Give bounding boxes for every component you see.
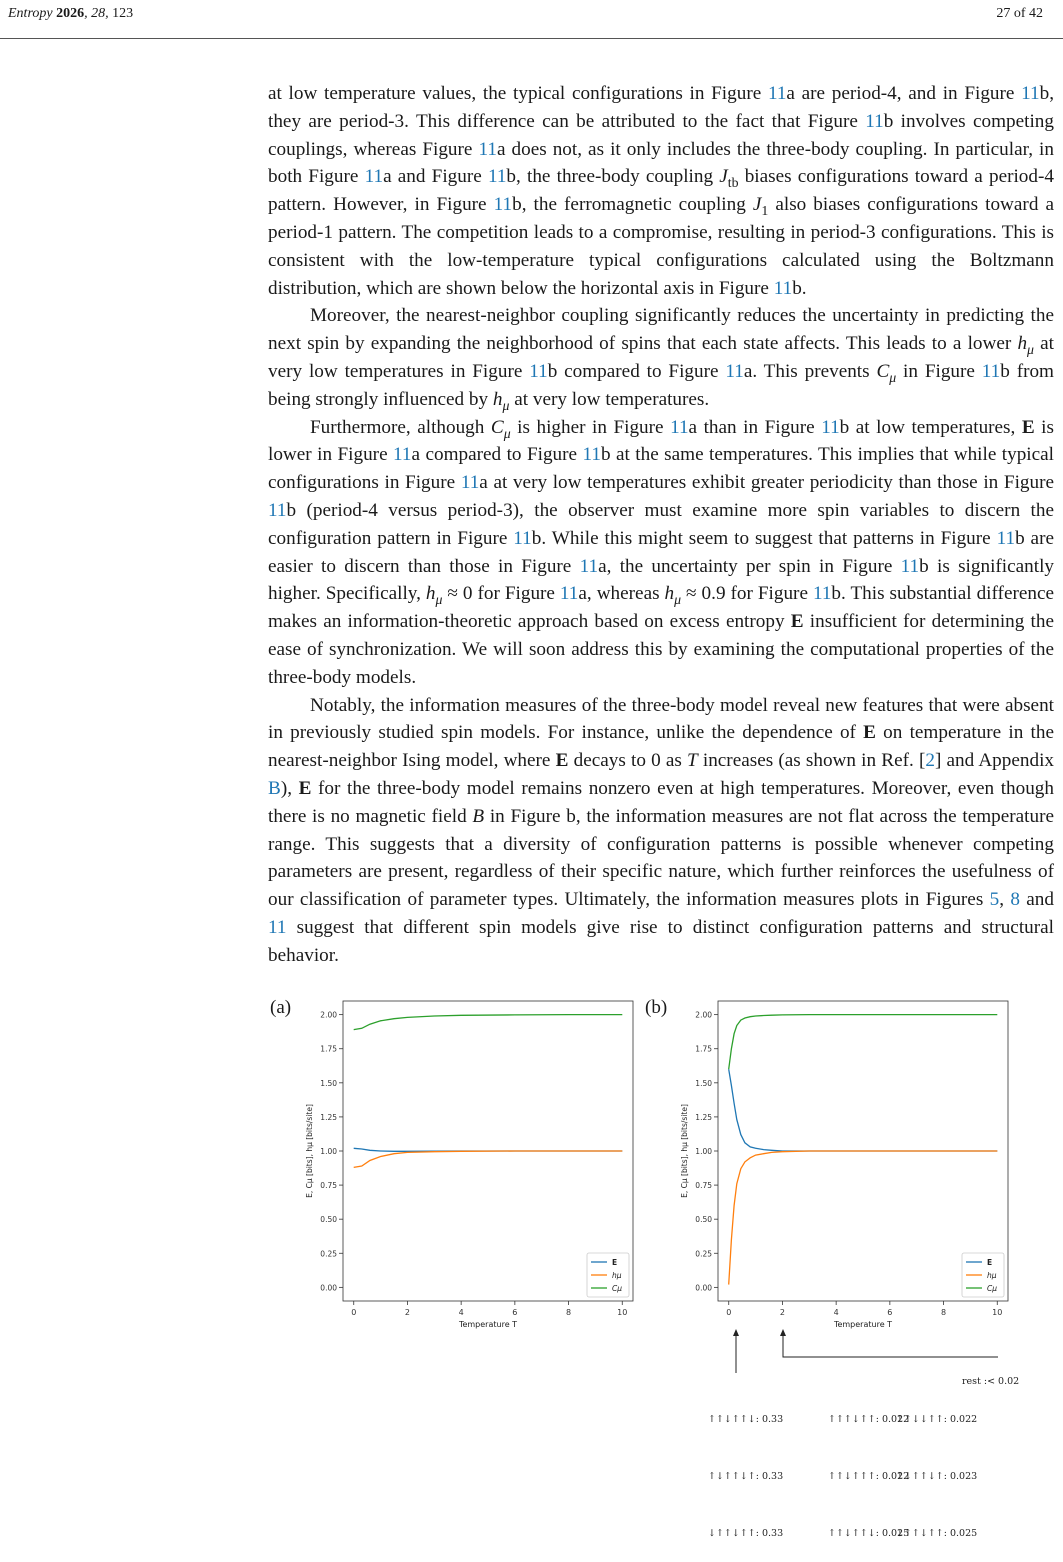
cross-reference-link[interactable]: 11 [478,138,497,160]
text-run: b, the ferromagnetic coupling [512,194,753,216]
y-tick-label: 1.25 [320,1112,337,1122]
cross-reference-link[interactable]: B [268,777,281,799]
journal-name: Entropy [8,6,53,21]
bold-symbol: E [555,750,569,772]
legend-label: hμ [612,1271,622,1280]
x-axis-label: Temperature T [833,1320,893,1329]
text-run: b. While this might seem to suggest that patterns in Figure [531,527,997,549]
y-tick-label: 1.50 [320,1078,337,1088]
text-run: b from being strongly influenced by [268,360,1054,410]
cross-reference-link[interactable]: 11 [393,444,412,466]
page-header [0,0,1063,39]
text-run: b (period-4 versus period-3), the observer must examine more spin variables to discern the configuration pattern in Figure [268,499,1054,549]
math-symbol: C [490,416,504,438]
x-tick-label: 0 [726,1308,732,1317]
y-tick-label: 1.50 [695,1078,712,1088]
cross-reference-link[interactable]: 2 [925,750,935,772]
paragraph [268,302,1054,413]
legend-label: hμ [987,1271,997,1280]
cross-reference-link[interactable]: 11 [364,166,384,188]
text-run: biases configurations toward a period-4 pattern. However, in Figure [268,166,1054,216]
text-run: a. This prevents [743,360,877,382]
text-run: b is significantly higher. Specifically, [268,555,1054,605]
config-entry: ↑↑↓↓↑↑: 0.022 [896,1414,978,1425]
text-run: a than in Figure [688,416,822,438]
legend-label: E [612,1258,618,1267]
text-run: Moreover, the nearest-neighbor coupling significantly reduces the uncertainty in predicting the next spin by expanding the neighborhood of spins that each state affects. This leads to a lower [268,305,1054,355]
cross-reference-link[interactable]: 11 [582,444,601,466]
article-number: 123 [112,6,134,21]
legend-label: E [987,1258,993,1267]
text-run: at very low temperatures. [509,388,710,410]
cross-reference-link[interactable]: 11 [579,555,599,577]
cross-reference-link[interactable]: 11 [460,472,480,494]
text-run: for the three-body model remains nonzero even at high temperatures. Moreover, even though there is no magnetic field [268,777,1054,827]
journal-year: 2026 [56,6,85,21]
subscript: μ [889,369,897,385]
text-run: is lower in Figure [268,416,1054,466]
text-run: a are period-4, and in Figure [786,83,1022,104]
cross-reference-link[interactable]: 11 [513,527,532,549]
bold-symbol: E [298,777,312,799]
cross-reference-link[interactable]: 11 [767,83,787,104]
text-run: a compared to Figure [411,444,583,466]
text-run: insufficient for determining the ease of synchronization. We will soon address this by examining the computational properties of the three-body models. [268,611,1054,688]
text-run: a and Figure [383,166,488,188]
series-line-1 [354,1151,623,1167]
text-run: b compared to Figure [547,360,726,382]
cross-reference-link[interactable]: 11 [812,583,832,605]
y-tick-label: 0.25 [320,1249,337,1259]
text-run: is higher in Figure [510,416,671,438]
series-line-1 [729,1151,998,1285]
bold-symbol: E [1021,416,1035,438]
config-list-left [708,1372,783,1562]
subscript: μ [1027,342,1034,357]
series-line-2 [729,1015,998,1070]
math-symbol: T [687,750,698,772]
math-symbol: J [719,166,728,188]
x-tick-label: 8 [566,1308,572,1317]
subscript: μ [503,425,511,441]
math-symbol: h [492,388,503,410]
text-run: at low temperature values, the typical configurations in Figure [268,83,768,104]
math-symbol: J [752,194,762,216]
cross-reference-link[interactable]: 11 [821,416,840,438]
cross-reference-link[interactable]: 11 [493,194,513,216]
panel-b-label: (b) [645,997,668,1018]
series-line-0 [729,1069,998,1151]
y-tick-label: 0.75 [320,1181,337,1191]
text-run: a does not, as it only includes the three-body coupling. In particular, in both Figure [268,138,1054,188]
x-tick-label: 4 [458,1308,464,1317]
text-run: decays to 0 as [568,750,688,772]
x-axis-label: Temperature T [458,1320,518,1329]
text-run: at very low temperatures in Figure [268,333,1055,382]
y-tick-label: 2.00 [695,1010,712,1020]
cross-reference-link[interactable]: 11 [268,499,287,521]
x-tick-label: 10 [617,1308,628,1317]
x-tick-label: 6 [887,1308,893,1317]
subscript: μ [435,592,443,608]
x-tick-label: 10 [992,1308,1003,1317]
config-entry: ↑↑↑↓↑↑: 0.022 [828,1414,910,1425]
text-run: b. This substantial difference makes an information-theoretic approach based on excess entropy [268,583,1054,633]
cross-reference-link[interactable]: 8 [1010,889,1020,911]
text-run: b, they are period-3. This difference can be attributed to the fact that Figure [268,83,1054,132]
text-run: on temperature in the nearest-neighbor Ising model, where [268,722,1054,772]
y-tick-label: 2.00 [320,1010,337,1020]
text-run: suggest that different spin models give rise to distinct configuration patterns and structural behavior. [268,916,1054,966]
cross-reference-link[interactable]: 11 [670,416,689,438]
cross-reference-link[interactable]: 11 [865,110,884,132]
y-tick-label: 1.75 [320,1044,337,1054]
text-run: , [999,889,1011,911]
config-list-mid2 [896,1372,977,1562]
legend-label: Cμ [987,1284,998,1293]
y-tick-label: 0.00 [320,1283,337,1293]
page-number: 27 of 42 [996,6,1043,21]
math-symbol: h [664,583,675,605]
x-tick-label: 2 [779,1308,785,1317]
y-tick-label: 0.50 [695,1215,712,1225]
x-tick-label: 0 [351,1308,357,1317]
text-run: a at very low temperatures exhibit greater periodicity than those in Figure [479,472,1054,494]
text-run: in Figure [896,360,982,382]
math-symbol: h [1017,333,1028,355]
chart-panel-b [673,995,1018,1335]
y-axis-label: E, Cμ [bits], hμ [bits/site] [305,1104,314,1198]
text-run: b at low temperatures, [839,416,1022,438]
chart-panel-a [298,995,643,1335]
cross-reference-link[interactable]: 11 [996,527,1016,549]
y-tick-label: 0.25 [695,1249,712,1259]
cross-reference-link[interactable]: 11 [529,360,548,382]
text-run: also biases configurations toward a period-1 pattern. The competition leads to a compromise, resulting in period-3 configurations. This is consistent with the low-temperature typical configurations calculated using the Boltzmann distribution, which are shown below the horizontal axis in Figure [268,194,1054,299]
text-run: in Figure b, the information measures are not flat across the temperature range. This suggests that a diversity of configuration patterns is possible whenever competing parameters are present, regardless of their specific nature, which further reinforces the usefulness of our classification of parameter types. Ultimately, the information measures plots in Figures [268,805,1054,911]
subscript: tb [727,175,739,191]
text-run: ≈ 0 for Figure [442,583,560,605]
cross-reference-link[interactable]: 11 [981,360,1001,382]
x-tick-label: 6 [512,1308,518,1317]
y-tick-label: 1.00 [695,1147,712,1156]
cross-reference-link[interactable]: 11 [773,277,793,299]
subscript: 1 [761,203,769,219]
text-run: Notably, the information measures of the three-body model reveal new features that were absent in previously studied spin models. For instance, unlike the dependence of [268,694,1054,744]
text-run: Furthermore, although [310,416,491,438]
text-run: ), [280,777,299,799]
math-symbol: C [876,360,890,382]
cross-reference-link[interactable]: 11 [725,360,744,382]
paragraph [268,692,1054,970]
config-entry: ↑↓↑↑↓↑: 0.023 [896,1471,978,1482]
cross-reference-link[interactable]: 11 [1021,83,1040,104]
cross-reference-link[interactable]: 5 [989,889,1000,911]
body-text [268,80,1054,970]
config-entry: ↑↑↓↑↑↓: 0.025 [828,1528,910,1539]
subscript: μ [674,592,682,608]
cross-reference-link[interactable]: 11 [900,555,920,577]
y-tick-label: 1.00 [320,1147,337,1156]
math-symbol: B [472,805,485,827]
text-run: b involves competing couplings, whereas Figure [268,110,1054,160]
bold-symbol: E [790,611,804,633]
config-entry: ↓↑↑↓↑↑: 0.33 [708,1528,784,1539]
journal-volume: 28 [91,6,106,21]
y-tick-label: 0.50 [320,1215,337,1225]
y-tick-label: 1.25 [695,1112,712,1122]
config-arrow-line [820,1356,1000,1360]
config-entry: ↓↑↑↓↑↑: 0.025 [896,1528,978,1539]
legend-label: Cμ [612,1284,623,1293]
text-run: a, whereas [578,583,665,605]
cross-reference-link[interactable]: 11 [487,166,507,188]
text-run: and [1019,889,1054,911]
subscript: μ [502,397,510,413]
text-run: a, the uncertainty per spin in Figure [598,555,901,577]
journal-citation: Entropy 2026, 28, 123 [8,6,134,21]
y-tick-label: 0.75 [695,1181,712,1191]
math-symbol: h [425,583,436,605]
paragraph [268,80,1054,302]
panel-a-label: (a) [270,997,292,1018]
x-tick-label: 8 [941,1308,947,1317]
text-run: increases (as shown in Ref. [ [697,750,926,772]
y-tick-label: 0.00 [695,1283,712,1293]
x-tick-label: 4 [833,1308,839,1317]
text-run: b. [792,277,807,299]
text-run: b, the three-body coupling [506,166,720,188]
config-entry: ↑↓↑↑↓↑: 0.33 [708,1471,784,1482]
cross-reference-link[interactable]: 11 [268,916,287,938]
y-axis-label: E, Cμ [bits], hμ [bits/site] [680,1104,689,1198]
cross-reference-link[interactable]: 11 [559,583,579,605]
config-entry: ↑↑↓↑↑↑: 0.022 [828,1471,910,1482]
series-line-2 [354,1015,623,1030]
y-tick-label: 1.75 [695,1044,712,1054]
config-entry: ↑↑↓↑↑↓: 0.33 [708,1414,784,1425]
text-run: ≈ 0.9 for Figure [681,583,813,605]
x-tick-label: 2 [404,1308,410,1317]
paragraph [268,414,1054,692]
bold-symbol: E [863,722,876,744]
config-arrows [700,1325,820,1375]
config-rest: rest :< 0.02 [962,1376,1020,1387]
text-run: ] and Appendix [934,750,1054,772]
text-run: b are easier to discern than those in Figure [268,527,1054,577]
text-run: b at the same temperatures. This implies that while typical configurations in Figure [268,444,1055,494]
